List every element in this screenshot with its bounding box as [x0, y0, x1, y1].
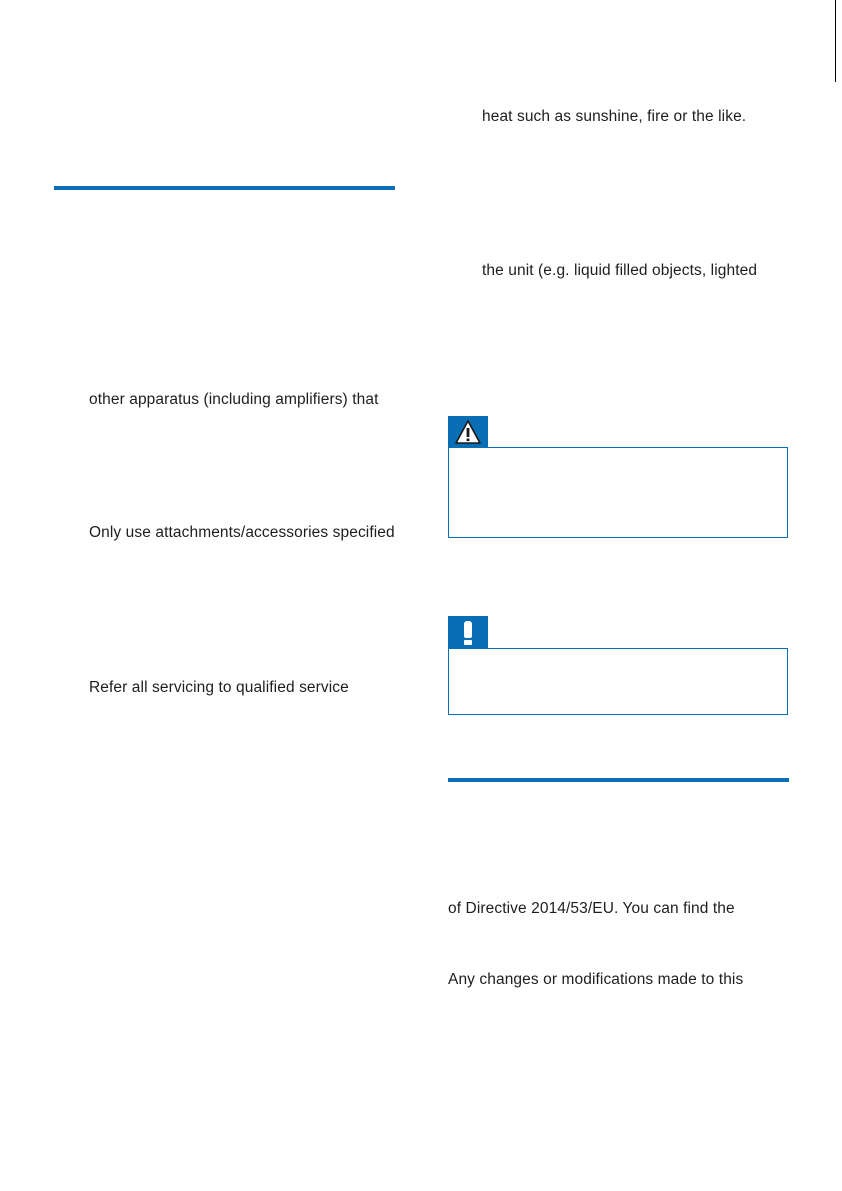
left-text-line-3: Refer all servicing to qualified service: [89, 679, 349, 696]
section-rule-left: [54, 186, 395, 190]
right-text-line-3: of Directive 2014/53/EU. You can find the: [448, 900, 735, 917]
warning-tab: [448, 416, 488, 448]
left-text-line-2: Only use attachments/accessories specified: [89, 524, 395, 541]
warning-triangle-icon: [454, 419, 482, 445]
page-edge-line: [835, 0, 836, 82]
caution-box: [448, 648, 788, 715]
left-text-line-1: other apparatus (including amplifiers) that: [89, 391, 379, 408]
warning-box: [448, 447, 788, 538]
right-text-line-2: the unit (e.g. liquid filled objects, lighted: [482, 262, 758, 279]
right-text-line-4: Any changes or modifications made to this: [448, 971, 744, 988]
right-text-line-1: heat such as sunshine, fire or the like.: [482, 108, 747, 125]
caution-tab: [448, 616, 488, 648]
section-rule-right: [448, 778, 789, 782]
